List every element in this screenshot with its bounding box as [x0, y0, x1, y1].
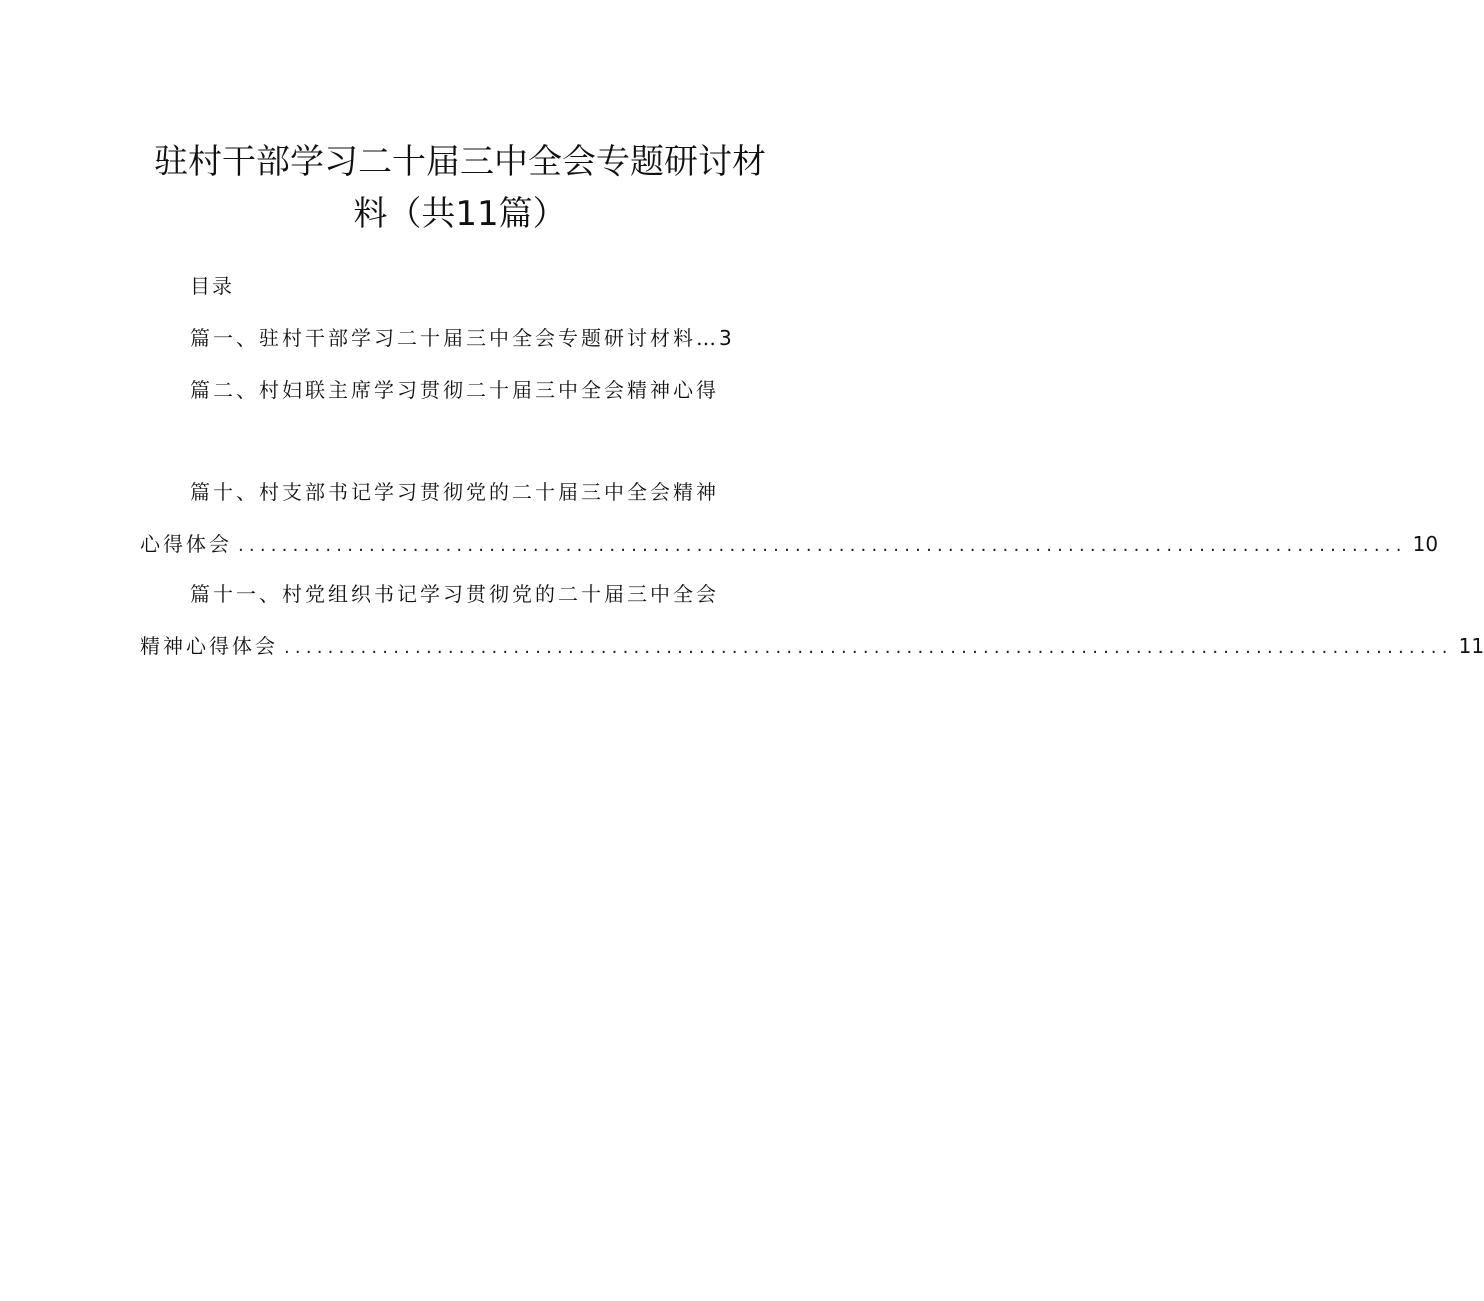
- toc-entry-11-line-2[interactable]: [140, 630, 1484, 659]
- toc-entry-label: 心得体会: [140, 532, 232, 556]
- toc-entry-label: 精神心得体会: [140, 634, 278, 658]
- document-title-line-1: 驻村干部学习二十届三中全会专题研讨材: [154, 142, 766, 182]
- document-title-line-2: 料（共11篇）: [353, 194, 567, 234]
- toc-entry-page-number: 10: [1412, 532, 1439, 556]
- toc-leader-dots: ...........................................................................................................: [284, 637, 1453, 658]
- toc-entry-page-number: 11: [1458, 634, 1484, 658]
- toc-heading: 目录: [190, 274, 234, 298]
- toc-entry-label: 篇一、驻村干部学习二十届三中全会专题研讨材料…: [190, 326, 719, 350]
- toc-entry-10-line-1[interactable]: [190, 476, 719, 505]
- toc-leader-dots: ...........................................................................................................: [238, 535, 1407, 556]
- toc-entry-label: 篇二、村妇联主席学习贯彻二十届三中全会精神心得: [190, 378, 719, 402]
- toc-entry-10-line-2[interactable]: [140, 528, 1439, 557]
- toc-entry-2[interactable]: [190, 374, 719, 403]
- toc-entry-label: 篇十、村支部书记学习贯彻党的二十届三中全会精神: [190, 480, 719, 504]
- toc-entry-1[interactable]: [190, 322, 732, 351]
- toc-entry-label: 篇十一、村党组织书记学习贯彻党的二十届三中全会: [190, 582, 719, 606]
- toc-entry-11-line-1[interactable]: [190, 578, 719, 607]
- toc-entry-page-number: 3: [719, 326, 732, 350]
